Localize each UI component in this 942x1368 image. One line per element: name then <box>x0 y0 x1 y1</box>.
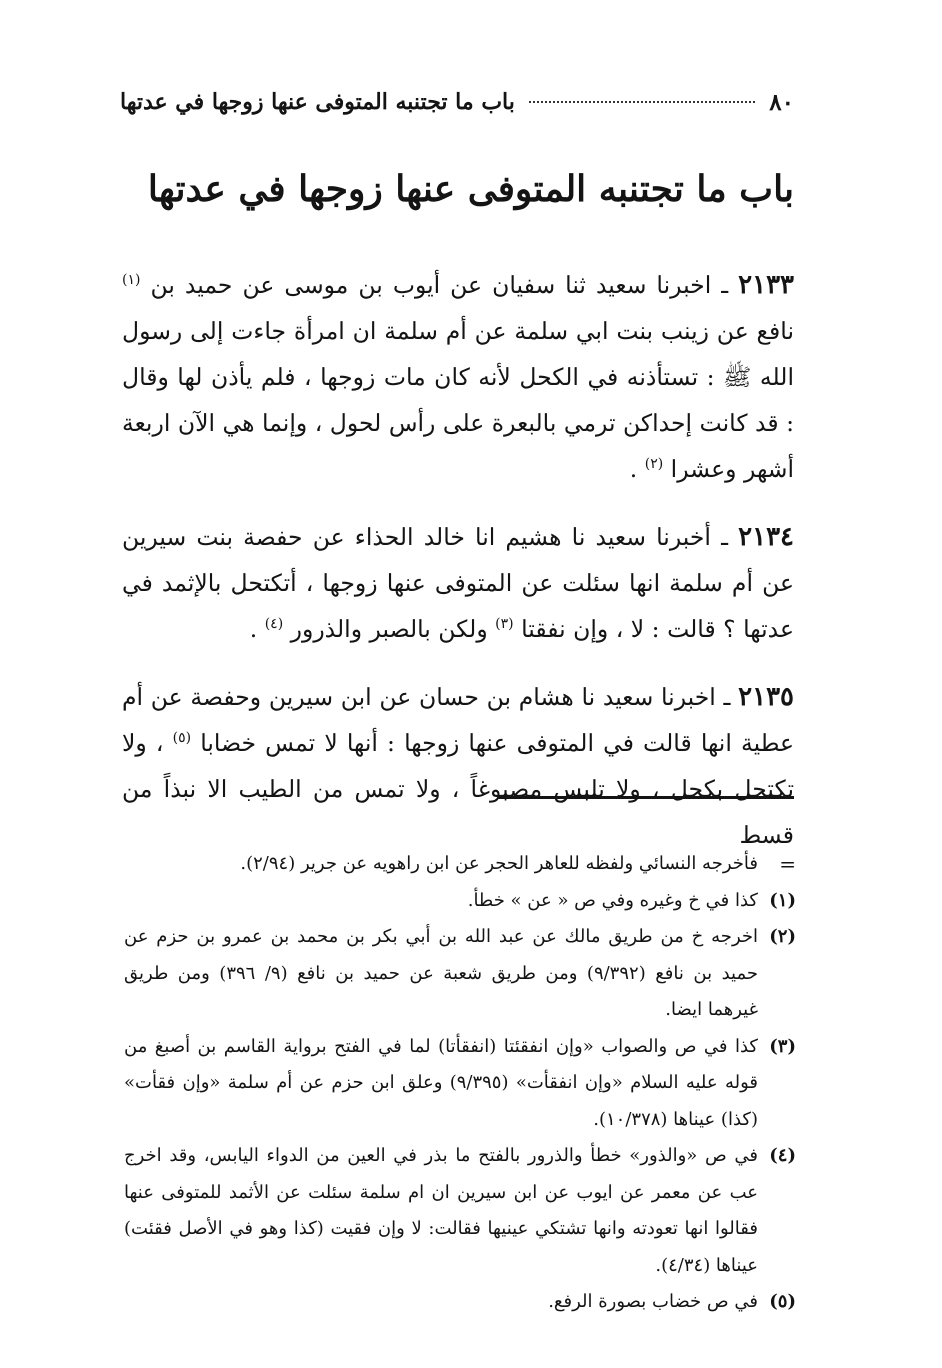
footnote-text: كذا في خ وغيره وفي ص « عن » خطأ. <box>467 889 758 911</box>
footnote-5 <box>124 1284 796 1321</box>
hadith-text: نافع عن زينب بنت ابي سلمة عن أم سلمة ان امرأة جاءت إلى رسول الله ﷺ : تستأذنه في الكحل لأنه كان مات زوجها ، فلم يأذن لها وقال : قد كانت إحداكن ترمي بالبعرة على رأس لحول ، وإنما هي الآن اربعة أشهر وعشرا <box>122 317 794 483</box>
hadith-text: اخبرنا سعيد ثنا سفيان عن أيوب بن موسى عن حميد بن <box>150 271 712 299</box>
footnote-marker: (٢) <box>769 926 796 947</box>
footnote-4 <box>124 1138 796 1284</box>
footnote-text: كذا في ص والصواب «وإن انفقئتا (انفقأتا) لما في الفتح برواية القاسم بن أصبغ من قوله عليه السلام «وإن انفقأت» (٩/٣٩٥) وعلق ابن حزم عن أم سلمة «وإن فقأت» (كذا) عيناها (١٠/٣٧٨). <box>124 1035 758 1130</box>
dash: ـ <box>710 523 728 551</box>
main-text <box>122 262 794 880</box>
page-number: ٨٠ <box>769 88 794 116</box>
hadith-2133 <box>122 262 794 492</box>
hadith-text: . <box>249 615 258 643</box>
footnote-text: اخرجه خ من طريق مالك عن عبد الله بن أبي بكر بن محمد بن عمرو بن حزم عن حميد بن نافع (٩/٣٩٢) ومن طريق شعبة عن حميد بن نافع (٩/ ٣٩٦) ومن طريق غيرهما ايضا. <box>124 926 758 1020</box>
running-title: باب ما تجتنبه المتوفى عنها زوجها في عدتها <box>120 89 515 115</box>
hadith-text: ، ولا تكتحل بكحل ، ولا تلبس مصبوغاً ، ولا تمس من الطيب الا نبذاً من قسط <box>122 729 794 849</box>
hadith-text: . <box>629 455 638 483</box>
footnote-marker: (٤) <box>769 1145 796 1166</box>
dash: ـ <box>711 271 729 299</box>
footnote-ref: (١) <box>122 272 141 289</box>
footnote-text: في ص «والذور» خطأ والذرور بالفتح ما بذر في العين من الدواء اليابس، وقد اخرج عب عن معمر عن ايوب عن ابن سيرين ان ام سلمة سئلت عن الأثمد للمتوفى عنها فقالوا انها تعودته وانها تشتكي عينيها فقالت: لا وإن فقيت (كذا وهو في الأصل فقئت) عيناها (٤/٣٤). <box>124 1145 759 1276</box>
running-header <box>120 82 794 122</box>
hadith-2134 <box>122 514 794 652</box>
hadith-text: أخبرنا سعيد نا هشيم انا خالد الحذاء عن حفصة بنت سيرين عن أم سلمة انها سئلت عن المتوفى عنها زوجها ، أتكتحل بالإثمد في عدتها ؟ قالت : لا ، وإن نفقتا <box>122 523 794 643</box>
footnote-marker: (٥) <box>769 1291 796 1312</box>
footnote-marker: (٣) <box>769 1035 796 1057</box>
hadith-number: ٢١٣٣ <box>738 270 794 300</box>
footnote-marker: (١) <box>769 889 796 911</box>
hadith-2135 <box>122 674 794 858</box>
footnote-ref: (٤) <box>264 616 284 633</box>
footnote-text: في ص خضاب بصورة الرفع. <box>548 1291 758 1312</box>
footnotes <box>124 846 796 1321</box>
footnote-2 <box>124 919 796 1029</box>
footnote-3 <box>124 1029 796 1139</box>
hadith-number: ٢١٣٤ <box>738 522 794 552</box>
footnote-separator <box>498 796 794 799</box>
dash: ـ <box>715 683 731 711</box>
hadith-text: ولكن بالصبر والذرور <box>290 615 488 643</box>
chapter-title: باب ما تجتنبه المتوفى عنها زوجها في عدتها <box>147 168 795 210</box>
footnote-text: فأخرجه النسائي ولفظه للعاهر الحجر عن ابن راهويه عن جرير (٢/٩٤). <box>240 853 758 874</box>
footnote-ref: (٥) <box>172 730 192 747</box>
header-dotted-rule <box>529 101 755 103</box>
footnote-continuation <box>124 846 796 883</box>
footnote-1 <box>124 883 796 920</box>
hadith-number: ٢١٣٥ <box>738 682 794 712</box>
footnote-marker: = <box>779 852 796 876</box>
hadith-text: اخبرنا سعيد نا هشام بن حسان عن ابن سيرين وحفصة عن أم عطية انها قالت في المتوفى عنها زوجها : أنها لا تمس خضابا <box>122 683 794 757</box>
footnote-ref: (٢) <box>644 456 664 473</box>
footnote-ref: (٣) <box>495 616 514 633</box>
